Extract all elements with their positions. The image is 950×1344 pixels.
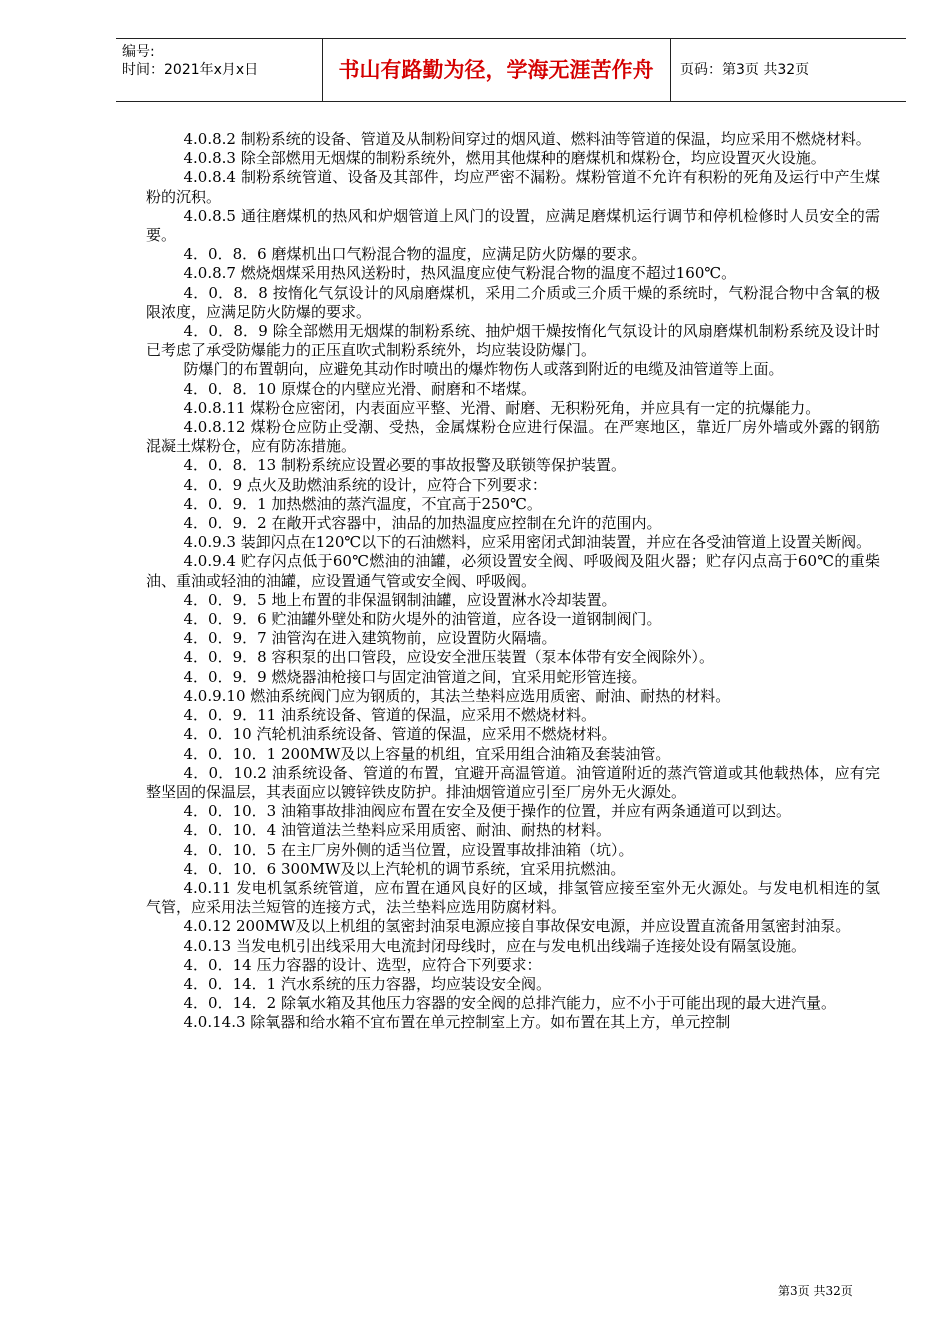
body-paragraph: 4．0．8．13 制粉系统应设置必要的事故报警及联锁等保护装置。	[183, 456, 626, 475]
body-paragraph: 4．0．9．8 容积泵的出口管段，应设安全泄压装置（泵本体带有安全阀除外）。	[183, 648, 714, 667]
header-page-number: 页码：第3页 共32页	[680, 62, 810, 78]
body-paragraph: 4．0．9．2 在敞开式容器中，油品的加热温度应控制在允许的范围内。	[183, 514, 662, 533]
body-paragraph: 4．0．8．10 原煤仓的内壁应光滑、耐磨和不堵煤。	[183, 379, 536, 398]
document-time-label: 时间：2021年x月x日	[122, 62, 259, 78]
body-paragraph: 4．0．10．4 油管道法兰垫料应采用质密、耐油、耐热的材料。	[183, 821, 611, 840]
body-paragraph: 4．0．9．6 贮油罐外壁处和防火堤外的油管道，应各设一道钢制阀门。	[183, 610, 662, 629]
body-paragraph: 4．0．10．1 200MW及以上容量的机组，宜采用组合油箱及套装油管。	[183, 744, 671, 763]
body-paragraph: 4．0．9．5 地上布置的非保温钢制油罐，应设置淋水冷却装置。	[183, 590, 617, 609]
body-paragraph: 4．0．8．8 按惰化气氛设计的风扇磨煤机，采用二介质或三介质干燥的系统时，气粉混合物中含氧的极限浓度，应满足防火防爆的要求。	[146, 283, 880, 321]
body-paragraph: 4.0.9.10 燃油系统阀门应为钢质的，其法兰垫料应选用质密、耐油、耐热的材料。	[183, 686, 731, 705]
body-paragraph: 4.0.9.4 贮存闪点低于60℃燃油的油罐，必须设置安全阀、呼吸阀及阻火器；贮存闪点高于60℃的重柴油、重油或轻油的油罐，应设置通气管或安全阀、呼吸阀。	[146, 552, 880, 590]
body-paragraph: 4.0.8.12 煤粉仓应防止受潮、受热，金属煤粉仓应进行保温。在严寒地区，靠近厂房外墙或外露的钢筋混凝土煤粉仓，应有防冻措施。	[146, 418, 880, 456]
body-paragraph: 4.0.8.2 制粉系统的设备、管道及从制粉间穿过的烟风道、燃料油等管道的保温，均应采用不燃烧材料。	[183, 130, 871, 148]
body-paragraph: 4.0.9.3 装卸闪点在120℃以下的石油燃料，应采用密闭式卸油装置，并应在各受油管道上设置关断阀。	[183, 533, 872, 552]
body-paragraph: 4.0.12 200MW及以上机组的氢密封油泵电源应接自事故保安电源，并应设置直流备用氢密封油泵。	[183, 917, 851, 936]
body-paragraph: 4．0．10.2 油系统设备、管道的布置，宜避开高温管道。油管道附近的蒸汽管道或其他载热体，应有完整坚固的保温层，其表面应以镀锌铁皮防护。排油烟管道应引至厂房外无火源处。	[146, 763, 880, 801]
body-paragraph: 4．0．9 点火及助燃油系统的设计，应符合下列要求：	[183, 475, 547, 494]
body-paragraph: 4．0．8．9 除全部燃用无烟煤的制粉系统、抽炉烟干燥按惰化气氛设计的风扇磨煤机制粉系统及设计时已考虑了承受防爆能力的正压直吹式制粉系统外，均应装设防爆门。	[146, 322, 880, 360]
body-paragraph: 4．0．9．9 燃烧器油枪接口与固定油管道之间，宜采用蛇形管连接。	[183, 667, 647, 686]
body-paragraph: 4．0．9．7 油管沟在进入建筑物前，应设置防火隔墙。	[183, 629, 557, 648]
body-paragraph: 4.0.8.5 通往磨煤机的热风和炉烟管道上风门的设置，应满足磨煤机运行调节和停机检修时人员安全的需要。	[146, 206, 880, 245]
body-paragraph: 4.0.8.11 煤粉仓应密闭，内表面应平整、光滑、耐磨、无积粉死角，并应具有一定的抗爆能力。	[183, 398, 821, 417]
document-number-label: 编号:	[122, 44, 155, 60]
document-body	[146, 130, 880, 1033]
header-meta	[116, 39, 323, 101]
body-paragraph: 4．0．10．3 油箱事故排油阀应布置在安全及便于操作的位置，并应有两条通道可以到达。	[183, 802, 791, 821]
body-paragraph: 4.0.8.4 制粉系统管道、设备及其部件，均应严密不漏粉。煤粉管道不允许有积粉的死角及运行中产生煤粉的沉积。	[146, 168, 880, 206]
body-paragraph: 4.0.14.3 除氧器和给水箱不宜布置在单元控制室上方。如布置在其上方，单元控制	[183, 1013, 731, 1032]
body-paragraph: 4．0．10 汽轮机油系统设备、管道的保温，应采用不燃烧材料。	[183, 725, 617, 744]
body-paragraph: 4．0．9．1 加热燃油的蒸汽温度，不宜高于250℃。	[183, 494, 542, 513]
body-paragraph: 4.0.8.3 除全部燃用无烟煤的制粉系统外，燃用其他煤种的磨煤机和煤粉仓，均应设置灭火设施。	[183, 149, 826, 168]
body-paragraph: 4.0.11 发电机氢系统管道，应布置在通风良好的区域，排氢管应接至室外无火源处。与发电机相连的氢气管，应采用法兰短管的连接方式，法兰垫料应选用防腐材料。	[146, 878, 880, 917]
body-paragraph: 4．0．14．2 除氧水箱及其他压力容器的安全阀的总排汽能力，应不小于可能出现的最大进汽量。	[183, 994, 836, 1013]
body-paragraph: 4．0．10．6 300MW及以上汽轮机的调节系统，宜采用抗燃油。	[183, 859, 626, 878]
header-motto: 书山有路勤为径，学海无涯苦作舟	[322, 39, 671, 101]
body-paragraph: 4.0.8.7 燃烧烟煤采用热风送粉时，热风温度应使气粉混合物的温度不超过160℃。	[183, 264, 737, 283]
body-paragraph: 4.0.13 当发电机引出线采用大电流封闭母线时，应在与发电机出线端子连接处设有隔氢设施。	[183, 936, 806, 955]
body-paragraph: 4．0．10．5 在主厂房外侧的适当位置，应设置事故排油箱（坑）。	[183, 840, 634, 859]
body-paragraph: 4．0．14 压力容器的设计、选型，应符合下列要求：	[183, 955, 542, 974]
footer-page-number: 第3页 共32页	[778, 1284, 853, 1298]
page-header	[116, 38, 906, 102]
body-paragraph: 4．0．9．11 油系统设备、管道的保温，应采用不燃烧材料。	[183, 706, 596, 725]
body-paragraph: 防爆门的布置朝向，应避免其动作时喷出的爆炸物伤人或落到附近的电缆及油管道等上面。	[183, 360, 784, 379]
body-paragraph: 4．0．14．1 汽水系统的压力容器，均应装设安全阀。	[183, 974, 551, 993]
body-paragraph: 4．0．8．6 磨煤机出口气粉混合物的温度，应满足防火防爆的要求。	[183, 245, 647, 264]
